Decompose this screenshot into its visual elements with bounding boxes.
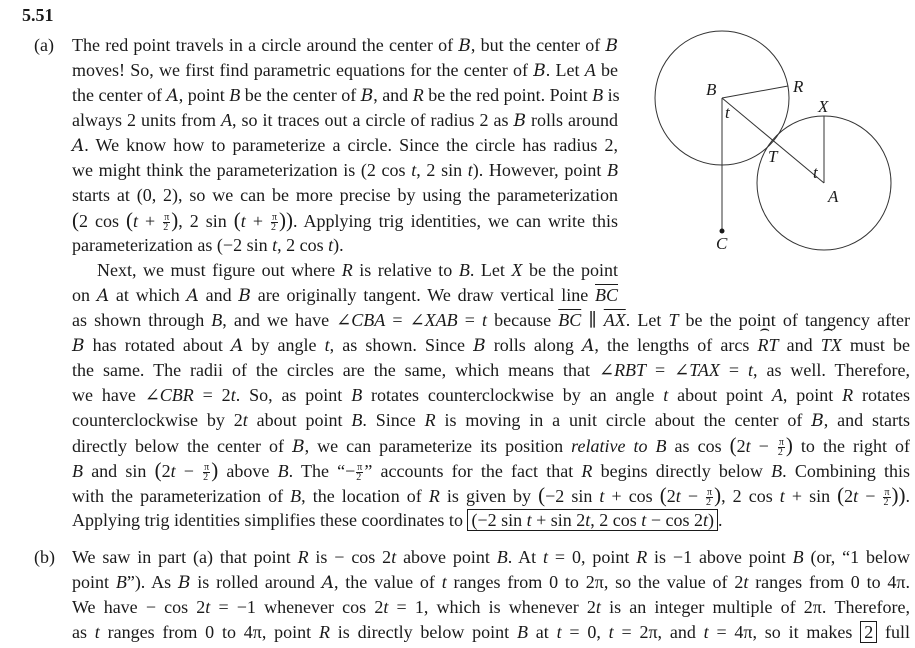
part-a-line-14: the same. The radii of the circles are the same, which means that ∠RBT = ∠TAX = t, as well. Therefore, bbox=[72, 360, 910, 380]
part-a-line-5: A. We know how to parameterize a circle. Since the circle has radius 2, bbox=[72, 135, 618, 156]
label-x: X bbox=[818, 97, 829, 116]
segment-ba bbox=[722, 98, 824, 183]
label-t-point: T bbox=[768, 147, 778, 166]
label-b: B bbox=[706, 80, 717, 99]
part-a-line-11: on A at which A and B are originally tangent. We draw vertical line $\overline{BC}$ bbox=[72, 285, 619, 306]
part-b-line-1: We saw in part (a) that point R is − cos 2t above point B. At t = 0, point R is −1 above point B (or, “1 below bbox=[72, 547, 911, 567]
part-a-label: (a) bbox=[34, 35, 54, 55]
part-b-line-2: point B”). As B is rolled around A, the value of t ranges from 0 to 2π, so the value of 2t ranges from 0 to 4π. bbox=[72, 572, 910, 593]
part-b-line-3: We have − cos 2t = −1 whenever cos 2t = 1, which is whenever 2t is an integer multiple of 2π. Therefore, bbox=[72, 597, 910, 617]
part-a-line-7: starts at (0, 2), so we can be more precise by using the parameterization bbox=[72, 185, 618, 205]
problem-number: 5.51 bbox=[22, 5, 54, 25]
part-a-line-8: (2 cos (t + $\frac{\pi}{2}$ ), 2 sin (t + $\frac{\pi}{2}$ )). Applying trig identities, we can write this bbox=[72, 208, 619, 234]
part-a-line-2: moves! So, we first find parametric equations for the center of B. Let A be bbox=[72, 60, 618, 81]
part-a-line-13: B has rotated about A by angle t, as shown. Since B rolls along A, the lengths of arcs ⌢ RT and ⌢ TX must be bbox=[72, 333, 910, 359]
part-b-answer-box: 2 bbox=[860, 621, 877, 643]
part-a-line-10: Next, we must figure out where R is relative to B. Let X be the point bbox=[97, 260, 619, 280]
part-b-line-4: as t ranges from 0 to 4π, point R is directly below point B at t = 0, t = 2π, and t = 4π, so it makes 2 full bbox=[72, 622, 911, 642]
label-c: C bbox=[716, 234, 728, 253]
point-c-dot bbox=[720, 229, 725, 234]
part-b-label: (b) bbox=[34, 547, 55, 567]
label-t-angle-b: t bbox=[725, 103, 730, 122]
part-a-line-1: The red point travels in a circle around the center of B, but the center of B bbox=[72, 35, 618, 56]
part-a-line-19: with the parameterization of B, the location of R is given by (−2 sin t + cos (2t − $\frac{\pi}{2}$ ), 2 cos t + sin (2t − $\frac{\pi}{2}$ )). bbox=[72, 483, 911, 509]
part-a-line-16: counterclockwise by 2t about point B. Since R is moving in a unit circle about the center of B, and starts bbox=[72, 410, 910, 431]
part-a-line-18: B and sin (2t − $\frac{\pi}{2}$ ) above B. The “− $\frac{\pi}{2}$ ” accounts for the fact that R begins directly below B. Combining this bbox=[72, 458, 911, 484]
label-r: R bbox=[793, 77, 804, 96]
part-a-line-15: we have ∠CBR = 2t. So, as point B rotates counterclockwise by an angle t about point A, point R rotates bbox=[72, 385, 911, 405]
part-a-line-9: parameterization as (−2 sin t, 2 cos t). bbox=[72, 235, 344, 255]
rolling-circles-diagram bbox=[650, 20, 915, 260]
segment-br bbox=[722, 86, 788, 98]
part-a-line-12: as shown through B, and we have ∠CBA = ∠XAB = t because $\overline{BC}$ ∥ $\overline{AX}$. Let T be the point of tangency after bbox=[72, 310, 910, 330]
part-a-answer-box: (−2 sin t + sin 2t, 2 cos t − cos 2t) bbox=[467, 509, 718, 531]
part-a-line-4: always 2 units from A, so it traces out a circle of radius 2 as B rolls around bbox=[72, 110, 619, 131]
part-a-line-3: the center of A, point B be the center of B, and R be the red point. Point B is bbox=[72, 85, 620, 106]
part-a-line-20: Applying trig identities simplifies these coordinates to (−2 sin t + sin 2t, 2 cos t − cos 2t) . bbox=[72, 510, 723, 530]
label-a: A bbox=[828, 187, 839, 206]
part-a-line-6: we might think the parameterization is (2 cos t, 2 sin t). However, point B bbox=[72, 160, 618, 180]
part-a-line-17: directly below the center of B, we can parameterize its position relative to B as cos (2t − $\frac{\pi}{2}$ ) to the right of bbox=[72, 433, 911, 459]
label-t-angle-a: t bbox=[813, 163, 818, 182]
